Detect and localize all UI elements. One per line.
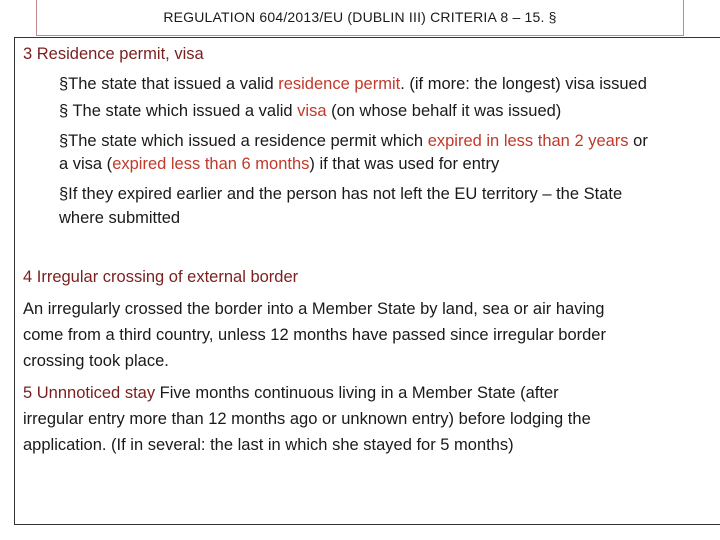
title-box <box>36 0 684 36</box>
bullet-text: ) if that was used for entry <box>309 155 500 173</box>
bullet-residence-permit <box>59 74 647 94</box>
highlight-expired-6-months: expired less than 6 months <box>112 155 310 173</box>
section-3-heading: 3 Residence permit, visa <box>23 45 204 63</box>
section-4-text: An irregularly crossed the border into a Member State by land, sea or air having <box>23 300 605 318</box>
highlight-expired-2-years: expired in less than 2 years <box>427 132 629 150</box>
highlight-visa: visa <box>297 102 327 120</box>
bullet-text: (on whose behalf it was issued) <box>326 102 562 120</box>
content-box <box>14 37 720 525</box>
bullet-text: a visa ( <box>59 155 113 173</box>
section-5-line-1 <box>23 383 559 403</box>
bullet-expired-permit <box>59 131 648 151</box>
bullet-visa <box>59 101 561 121</box>
bullet-eu-territory-cont: where submitted <box>59 209 181 227</box>
bullet-text: . (if more: the longest) visa issued <box>400 75 647 93</box>
bullet-expired-visa <box>59 154 499 174</box>
section-5-heading: 5 Unnnoticed stay <box>23 384 156 402</box>
section-5-text: application. (If in several: the last in which she stayed for 5 months) <box>23 436 514 454</box>
slide-title: REGULATION 604/2013/EU (DUBLIN III) CRITERIA 8 – 15. § <box>163 9 557 25</box>
section-5-text: irregular entry more than 12 months ago or unknown entry) before lodging the <box>23 410 591 428</box>
bullet-text: §The state which issued a residence permit which <box>59 132 428 150</box>
section-4-heading: 4 Irregular crossing of external border <box>23 268 299 286</box>
section-5-text: Five months continuous living in a Member State (after <box>155 384 559 402</box>
bullet-eu-territory: §If they expired earlier and the person has not left the EU territory – the State <box>59 185 623 203</box>
section-4-text: come from a third country, unless 12 months have passed since irregular border <box>23 326 606 344</box>
bullet-text: § The state which issued a valid <box>59 102 298 120</box>
bullet-text: §The state that issued a valid <box>59 75 279 93</box>
section-4-text: crossing took place. <box>23 352 169 370</box>
bullet-text: or <box>628 132 648 150</box>
highlight-residence-permit: residence permit <box>278 75 401 93</box>
